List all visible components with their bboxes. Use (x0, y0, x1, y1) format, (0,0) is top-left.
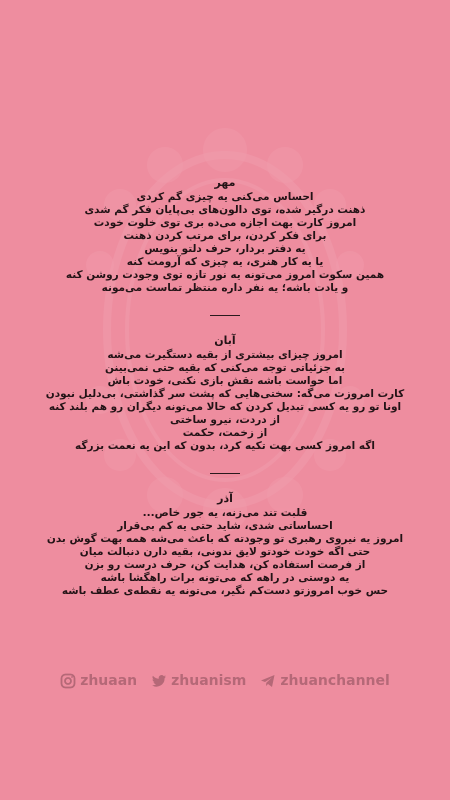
section-title: مهر (214, 176, 236, 189)
text-line: برای فکر کردن، برای مرتب کردن ذهنت (123, 230, 327, 242)
telegram-handle: zhuanchannel (280, 673, 390, 689)
text-line: یه دفتر بردار، حرف دلتو بنویس (144, 243, 306, 255)
text-line: یا یه کار هنری، یه چیزی که آرومت کنه (126, 256, 324, 268)
text-line: از دردت، نیرو ساختی (169, 414, 280, 426)
text-line: به جزئیاتی توجه می‌کنی که بقیه حتی نمی‌بینن (104, 362, 345, 374)
section-divider (210, 315, 240, 316)
section-title: آذر (217, 492, 233, 505)
text-line: حتی اگه خودت خودتو لایق ندونی، بقیه دارن دنبالت میان (79, 546, 371, 558)
text-line: قلبت تند می‌زنه، یه جور خاص... (142, 507, 308, 519)
text-line: امروز کارت بهت اجازه می‌ده بری توی خلوت خودت (93, 217, 357, 229)
text-line: و یادت باشه؛ یه نفر داره منتظر تماست می‌مونه (101, 282, 349, 294)
instagram-link[interactable] (60, 673, 137, 689)
text-line: یه دوستی در راهه که می‌تونه برات راهگشا باشه (100, 572, 350, 584)
section-title: آبان (214, 334, 236, 347)
text-line: کارت امروزت می‌گه: سختی‌هایی که پشت سر گذاشتی، بی‌دلیل نبودن (45, 388, 405, 400)
section-mehr (0, 176, 450, 295)
instagram-handle: zhuaan (80, 673, 138, 689)
telegram-icon (260, 673, 276, 689)
horoscope-content (0, 176, 450, 598)
section-aban (0, 334, 450, 453)
twitter-link[interactable] (151, 673, 246, 689)
text-line: از زخمت، حکمت (182, 427, 268, 439)
text-line: همین سکوت امروز می‌تونه یه نور تازه توی وجودت روشن کنه (65, 269, 385, 281)
text-line: اما حواست باشه نقش بازی نکنی، خودت باش (107, 375, 343, 387)
section-divider (210, 473, 240, 474)
text-line: حس خوب امروزتو دست‌کم نگیر، می‌تونه یه نقطه‌ی عطف باشه (61, 585, 389, 597)
telegram-link[interactable] (260, 673, 389, 689)
text-line: اونا تو رو یه کسی تبدیل کردن که حالا می‌تونه دیگران رو هم بلند کنه (48, 401, 402, 413)
text-line: از فرصت استفاده کن، هدایت کن، حرف درست رو بزن (84, 559, 366, 571)
text-line: احساس می‌کنی یه چیزی گم کردی (136, 191, 314, 203)
twitter-handle: zhuanism (171, 673, 247, 689)
twitter-icon (151, 673, 167, 689)
social-footer (0, 673, 450, 689)
text-line: ذهنت درگیر شده، توی دالون‌های بی‌پایان فکر گم شدی (84, 204, 366, 216)
text-line: امروز یه نیروی رهبری تو وجودته که باعث می‌شه همه بهت گوش بدن (46, 533, 404, 545)
instagram-icon (60, 673, 76, 689)
text-line: اگه امروز کسی بهت تکیه کرد، بدون که این یه نعمت بزرگه (75, 440, 375, 452)
text-line: احساساتی شدی، شاید حتی یه کم بی‌قرار (117, 520, 333, 532)
text-line: امروز چیزای بیشتری از بقیه دستگیرت می‌شه (107, 349, 343, 361)
section-azar (0, 492, 450, 598)
